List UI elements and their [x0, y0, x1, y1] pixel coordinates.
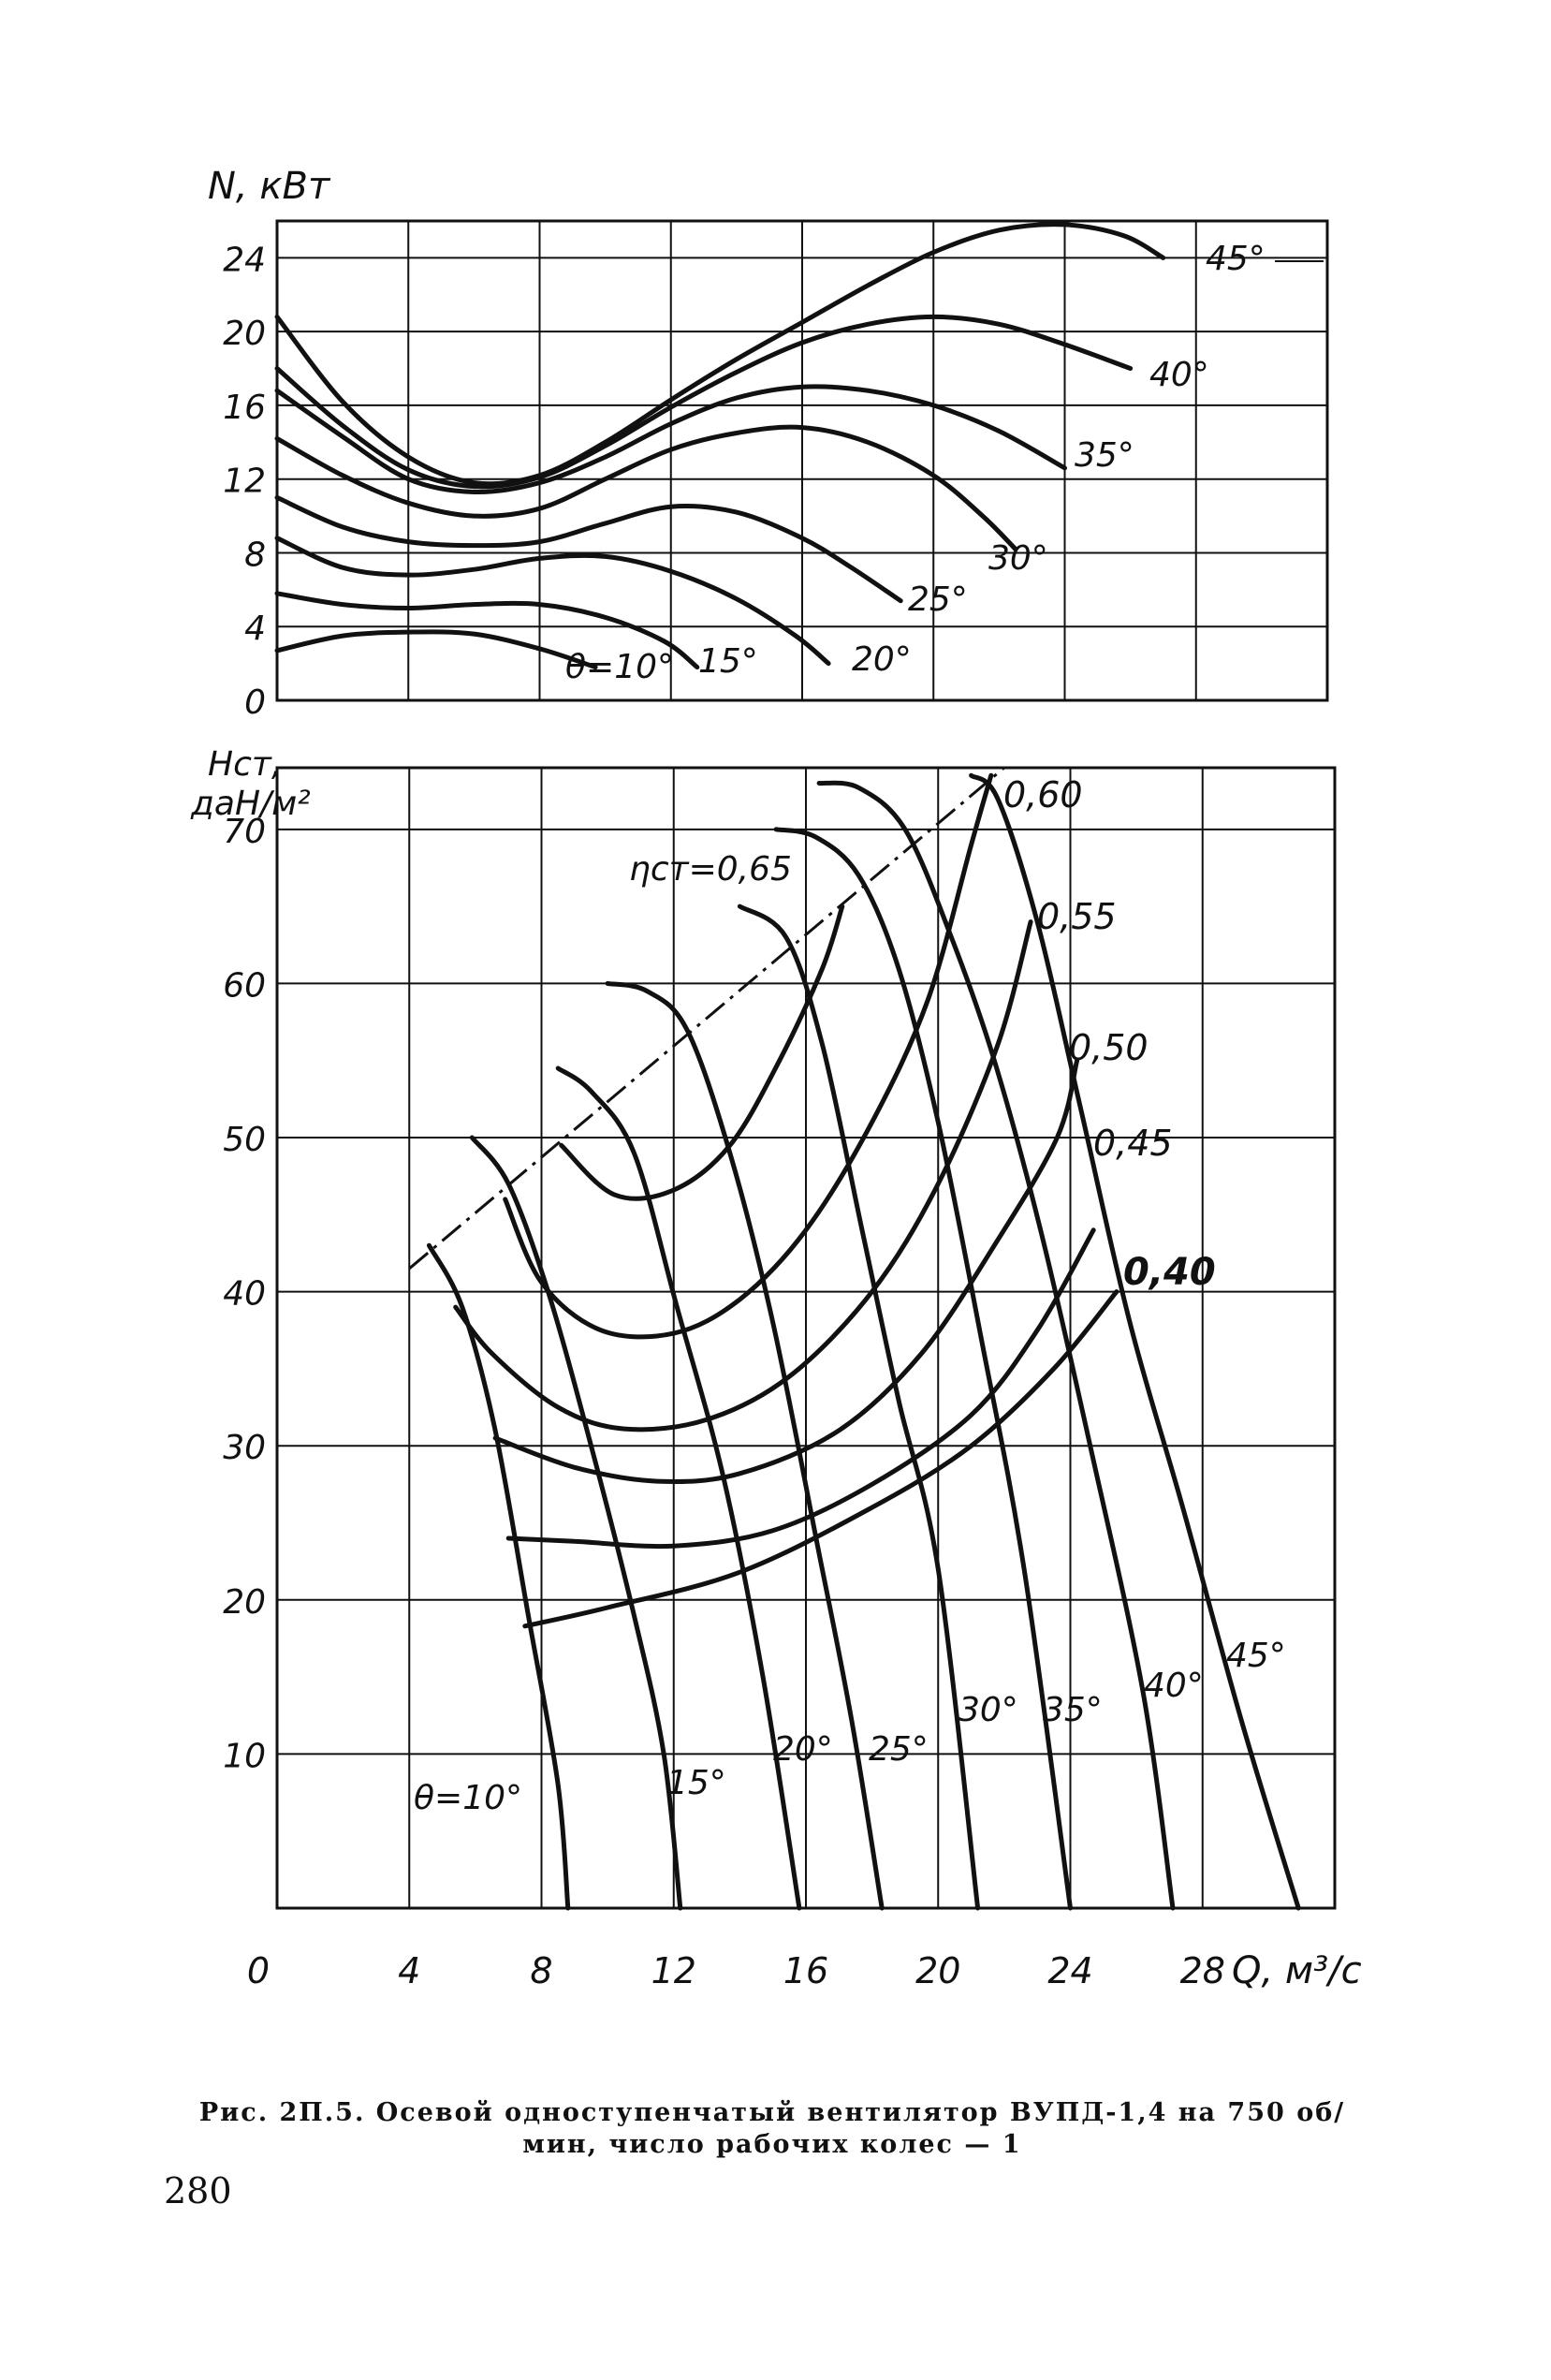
power-tick-label: 12: [223, 462, 266, 501]
blade-label-25: 25°: [869, 1730, 929, 1769]
power-chart: [208, 165, 1327, 722]
pressure-x-tick-label: 12: [651, 1950, 696, 1991]
pressure-y-tick-label: 30: [223, 1429, 266, 1468]
curve-label-15: 15°: [698, 642, 758, 681]
curve-label-25: 25°: [908, 580, 968, 619]
pressure-y-tick-label: 10: [223, 1737, 266, 1776]
figure-caption: Рис. 2П.5. Осевой одноступенчатый вентилятор ВУПД-1,4 на 750 об/мин, число рабочих колес — 1: [198, 2098, 1346, 2159]
pressure-y-tick-label: 50: [223, 1121, 266, 1160]
pressure-chart: [190, 745, 1362, 1992]
blade-label-15: 15°: [666, 1764, 726, 1802]
power-curve-40: [277, 316, 1131, 486]
power-chart-tick-labels: [223, 241, 266, 722]
blade-label-35: 35°: [1043, 1691, 1103, 1729]
pressure-y-tick-label: 40: [223, 1274, 266, 1314]
page-number: 280: [164, 2170, 232, 2211]
power-chart-grid: [277, 221, 1327, 700]
blade-label-40: 40°: [1144, 1667, 1204, 1705]
efficiency-label-060: 0,60: [1003, 774, 1083, 815]
pressure-x-tick-label: 4: [398, 1950, 421, 1991]
pressure-x-tick-label: 20: [915, 1950, 961, 1991]
pressure-x-tick-label: 8: [530, 1950, 553, 1991]
power-axis-label: N, кВт: [208, 165, 330, 208]
power-tick-label: 24: [223, 241, 266, 280]
efficiency-label-055: 0,55: [1037, 896, 1117, 937]
curve-label-10: θ=10°: [565, 648, 674, 686]
curve-label-35: 35°: [1075, 436, 1134, 475]
blade-label-20: 20°: [773, 1730, 833, 1769]
efficiency-curve-045: [508, 1230, 1093, 1547]
blade-label-45: 45°: [1226, 1637, 1286, 1675]
power-tick-label: 4: [244, 610, 266, 649]
pressure-x-tick-label: 16: [783, 1950, 829, 1991]
efficiency-label-065: ηст=0,65: [629, 850, 792, 889]
flow-axis-label: Q, м³/с: [1232, 1949, 1362, 1992]
power-curve-10: [277, 632, 595, 668]
curve-label-45: 45°: [1206, 240, 1266, 278]
power-curve-25: [277, 497, 900, 600]
pressure-y-tick-label: 20: [223, 1582, 266, 1622]
pressure-chart-tick-labels: [223, 813, 1225, 1991]
pressure-axis-label-line1: Hст,: [208, 745, 283, 784]
blade-label-10: θ=10°: [414, 1779, 522, 1817]
blade-angle-curve-45: [972, 775, 1299, 1908]
power-tick-label: 0: [244, 683, 266, 722]
pressure-x-tick-label: 28: [1179, 1950, 1225, 1991]
pressure-axis-label-line2: даН/м²: [191, 785, 311, 823]
power-curve-45: [277, 225, 1163, 484]
efficiency-label-045: 0,45: [1093, 1123, 1173, 1164]
efficiency-label-040: 0,40: [1123, 1251, 1216, 1294]
efficiency-curve-065: [562, 906, 842, 1198]
pressure-x-tick-label: 0: [246, 1950, 271, 1991]
curve-label-20: 20°: [852, 640, 912, 679]
blade-label-30: 30°: [958, 1691, 1018, 1729]
pressure-curves: [409, 768, 1298, 1908]
efficiency-label-050: 0,50: [1069, 1027, 1149, 1068]
pressure-y-tick-label: 60: [223, 966, 266, 1006]
power-tick-label: 16: [223, 388, 266, 427]
power-tick-label: 20: [223, 315, 266, 354]
pressure-y-tick-label: 70: [223, 812, 266, 851]
power-tick-label: 8: [244, 536, 266, 575]
power-curves: [277, 225, 1163, 668]
pressure-x-tick-label: 24: [1047, 1950, 1093, 1991]
curve-label-30: 30°: [988, 539, 1048, 578]
curve-label-40: 40°: [1149, 356, 1209, 394]
